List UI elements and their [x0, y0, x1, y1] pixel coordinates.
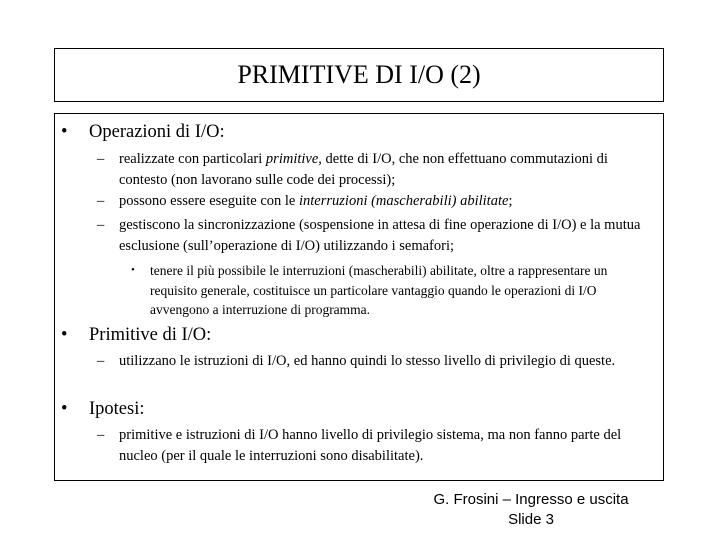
slide-footer — [420, 490, 642, 530]
bullet-icon: • — [61, 325, 68, 345]
dash-icon: – — [97, 193, 105, 209]
bullet-operazioni — [61, 121, 656, 143]
subitem-possono — [97, 191, 657, 212]
subsubitem-text: tenere il più possibile le interruzioni (mascherabili) abilitate, oltre a rappresentare un requisito generale, costituisce un particolare vantaggio quando le operazioni di I/O avvengono a interruzione di programma. — [150, 263, 608, 317]
dash-icon: – — [97, 217, 105, 233]
dash-icon: – — [97, 151, 105, 167]
subsubitem-tenere — [131, 261, 646, 320]
subitem-text: primitive e istruzioni di I/O hanno livello di privilegio sistema, ma non fanno parte del nucleo (per il quale le interruzioni sono disabilitate). — [119, 427, 622, 464]
slide-content-box — [54, 113, 664, 481]
bullet-icon: • — [61, 399, 68, 419]
subitem-realizzate — [97, 149, 657, 191]
bullet-primitive — [61, 324, 656, 346]
slide-title-box — [54, 48, 664, 102]
subitem-primitive-istruzioni — [97, 425, 657, 467]
subitem-gestiscono — [97, 215, 657, 257]
subitem-text: utilizzano le istruzioni di I/O, ed hanno quindi lo stesso livello di privilegio di queste. — [119, 353, 616, 369]
bullet-icon: • — [61, 122, 68, 142]
subitem-utilizzano — [97, 351, 657, 372]
section-heading: Operazioni di I/O: — [89, 122, 225, 142]
dash-icon: – — [97, 427, 105, 443]
footer-author: G. Frosini – Ingresso e uscita — [433, 491, 629, 508]
subitem-text: realizzate con particolari primitive, dette di I/O, che non effettuano commutazioni di contesto (non lavorano sulle code dei processi); — [119, 151, 608, 188]
bullet-icon: • — [131, 264, 135, 276]
section-heading: Ipotesi: — [89, 399, 145, 419]
slide-title: PRIMITIVE DI I/O (2) — [237, 60, 481, 89]
slide-number: Slide 3 — [508, 511, 554, 528]
dash-icon: – — [97, 353, 105, 369]
section-heading: Primitive di I/O: — [89, 325, 212, 345]
subitem-text: possono essere eseguite con le interruzioni (mascherabili) abilitate; — [119, 193, 513, 209]
bullet-ipotesi — [61, 398, 656, 420]
subitem-text: gestiscono la sincronizzazione (sospensione in attesa di fine operazione di I/O) e la mutua esclusione (sull’operazione di I/O) utilizzando i semafori; — [119, 217, 641, 254]
